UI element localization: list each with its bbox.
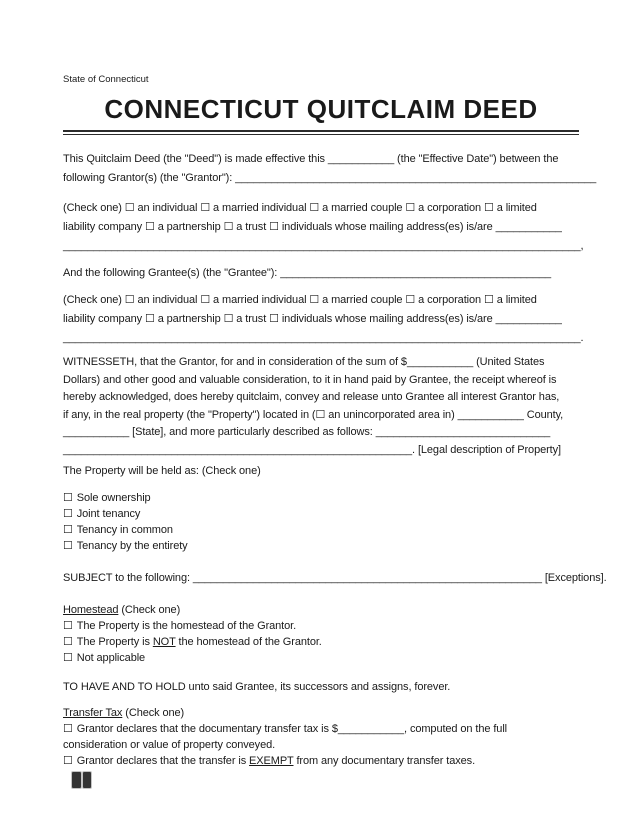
option-label: Grantor declares that the documentary transfer tax is $___________, computed on the full	[76, 723, 508, 735]
intro-paragraph	[63, 150, 597, 188]
checkbox-icon[interactable]: ☐	[63, 652, 73, 664]
grantee-type-checkboxes-line2: liability company ☐ a partnership ☐ a trust ☐ individuals whose mailing address(es) is/are ___________	[63, 313, 562, 325]
checkbox-icon[interactable]: ☐	[484, 294, 494, 306]
checkbox-icon[interactable]: ☐	[223, 221, 234, 233]
title-divider	[63, 130, 579, 135]
witnesseth-paragraph	[63, 354, 579, 459]
transfer-tax-option-continuation: consideration or value of property conveyed.	[63, 739, 276, 751]
checkbox-icon[interactable]: ☐	[124, 294, 135, 306]
homestead-option-not-applicable	[63, 650, 579, 666]
checkbox-icon[interactable]: ☐	[63, 540, 73, 552]
checkbox-icon[interactable]: ☐	[63, 620, 73, 632]
grantor-type-checkboxes-line2: liability company ☐ a partnership ☐ a trust ☐ individuals whose mailing address(es) is/are ___________	[63, 221, 562, 233]
grantee-name-blank-line: And the following Grantee(s) (the "Grantee"): _____________________________________________	[63, 267, 552, 279]
option-label: Tenancy by the entirety	[76, 540, 188, 552]
held-as-heading	[63, 463, 579, 479]
grantee-type-checkboxes-line1: (Check one) ☐ an individual ☐ a married individual ☐ a married couple ☐ a corporation ☐ a limited	[63, 294, 537, 306]
held-as-option-tenancy-by-entirety	[63, 538, 579, 554]
option-label: Joint tenancy	[76, 508, 141, 520]
held-as-option-tenancy-in-common	[63, 522, 579, 538]
option-label: The Property is NOT the homestead of the Grantor.	[76, 636, 322, 648]
state-label: State of Connecticut	[63, 74, 149, 85]
checkbox-icon[interactable]: ☐	[269, 221, 279, 233]
paragraph-line: Dollars) and other good and valuable consideration, to it in hand paid by Grantee, the receipt whereof is	[63, 373, 557, 386]
checkbox-icon[interactable]: ☐	[63, 636, 73, 648]
held-as-option-joint-tenancy	[63, 506, 579, 522]
unincorporated-area-line: if any, in the real property (the "Property") located in (☐ an unincorporated area in) ___________ County,	[63, 408, 564, 421]
option-label: Tenancy in common	[76, 524, 173, 536]
legal-description-blank-line: __________________________________________________________. [Legal description of Property]	[63, 443, 561, 456]
paragraph-line: WITNESSETH, that the Grantor, for and in consideration of the sum of $___________ (United States	[63, 356, 545, 368]
transfer-tax-option-exempt	[63, 753, 579, 769]
option-label: Not applicable	[76, 652, 146, 664]
option-label: The Property is the homestead of the Grantor.	[76, 620, 297, 632]
checkbox-icon[interactable]: ☐	[269, 313, 279, 325]
held-as-options	[63, 490, 579, 554]
homestead-option-is-homestead	[63, 618, 579, 634]
page-title: CONNECTICUT QUITCLAIM DEED	[104, 94, 538, 124]
paragraph-line: TO HAVE AND TO HOLD unto said Grantee, its successors and assigns, forever.	[63, 681, 451, 693]
option-label: Sole ownership	[76, 492, 151, 504]
paragraph-line: hereby acknowledged, does hereby quitclaim, convey and release unto Grantee all interest Grantor has,	[63, 391, 560, 403]
checkbox-icon[interactable]: ☐	[484, 202, 494, 214]
checkbox-icon[interactable]: ☐	[309, 202, 320, 214]
checkbox-icon[interactable]: ☐	[309, 294, 320, 306]
grantor-type-paragraph	[63, 199, 584, 256]
held-as-option-sole-ownership	[63, 490, 579, 506]
checkbox-icon[interactable]: ☐	[63, 524, 73, 536]
logo-right-block	[83, 772, 92, 788]
checkbox-icon[interactable]: ☐	[405, 294, 416, 306]
checkbox-icon[interactable]: ☐	[63, 755, 73, 767]
checkbox-icon[interactable]: ☐	[124, 202, 135, 214]
section-heading: The Property will be held as: (Check one)	[63, 465, 261, 477]
grantee-type-paragraph	[63, 291, 584, 348]
checkbox-icon[interactable]: ☐	[144, 221, 155, 233]
grantor-name-blank-line: following Grantor(s) (the "Grantor"): ____________________________________________________________	[63, 172, 597, 184]
grantee-intro-paragraph	[63, 264, 579, 283]
state-and-description-line: ___________ [State], and more particularly described as follows: _____________________________	[63, 426, 551, 438]
logo-left-block	[72, 772, 81, 788]
checkbox-icon[interactable]: ☐	[200, 294, 211, 306]
transfer-tax-heading: Transfer Tax (Check one)	[63, 707, 185, 719]
checkbox-icon[interactable]: ☐	[63, 492, 73, 504]
checkbox-icon[interactable]: ☐	[63, 723, 73, 735]
checkbox-icon[interactable]: ☐	[144, 313, 155, 325]
paragraph-line: This Quitclaim Deed (the "Deed") is made effective this ___________ (the "Effective Date") between the	[63, 153, 559, 165]
checkbox-icon[interactable]: ☐	[315, 408, 326, 421]
exceptions-blank-line: SUBJECT to the following: __________________________________________________________ [Exceptions].	[63, 572, 607, 584]
grantor-type-checkboxes-line1: (Check one) ☐ an individual ☐ a married individual ☐ a married couple ☐ a corporation ☐ a limited	[63, 202, 537, 214]
habendum-clause	[63, 679, 579, 695]
transfer-tax-section	[63, 705, 579, 769]
checkbox-icon[interactable]: ☐	[200, 202, 211, 214]
option-label: Grantor declares that the transfer is EXEMPT from any documentary transfer taxes.	[76, 755, 476, 767]
homestead-section	[63, 602, 579, 666]
transfer-tax-option-full-consideration	[63, 721, 579, 737]
document-content	[63, 0, 607, 769]
checkbox-icon[interactable]: ☐	[223, 313, 234, 325]
legaltemplates-logo-icon	[72, 772, 91, 788]
checkbox-icon[interactable]: ☐	[405, 202, 416, 214]
grantor-address-blank-line: ______________________________________________________________________________________,	[63, 240, 584, 252]
checkbox-icon[interactable]: ☐	[63, 508, 73, 520]
homestead-heading: Homestead (Check one)	[63, 604, 181, 616]
grantee-address-blank-line: ______________________________________________________________________________________.	[63, 332, 584, 344]
homestead-option-not-homestead	[63, 634, 579, 650]
subject-clause	[63, 570, 607, 586]
